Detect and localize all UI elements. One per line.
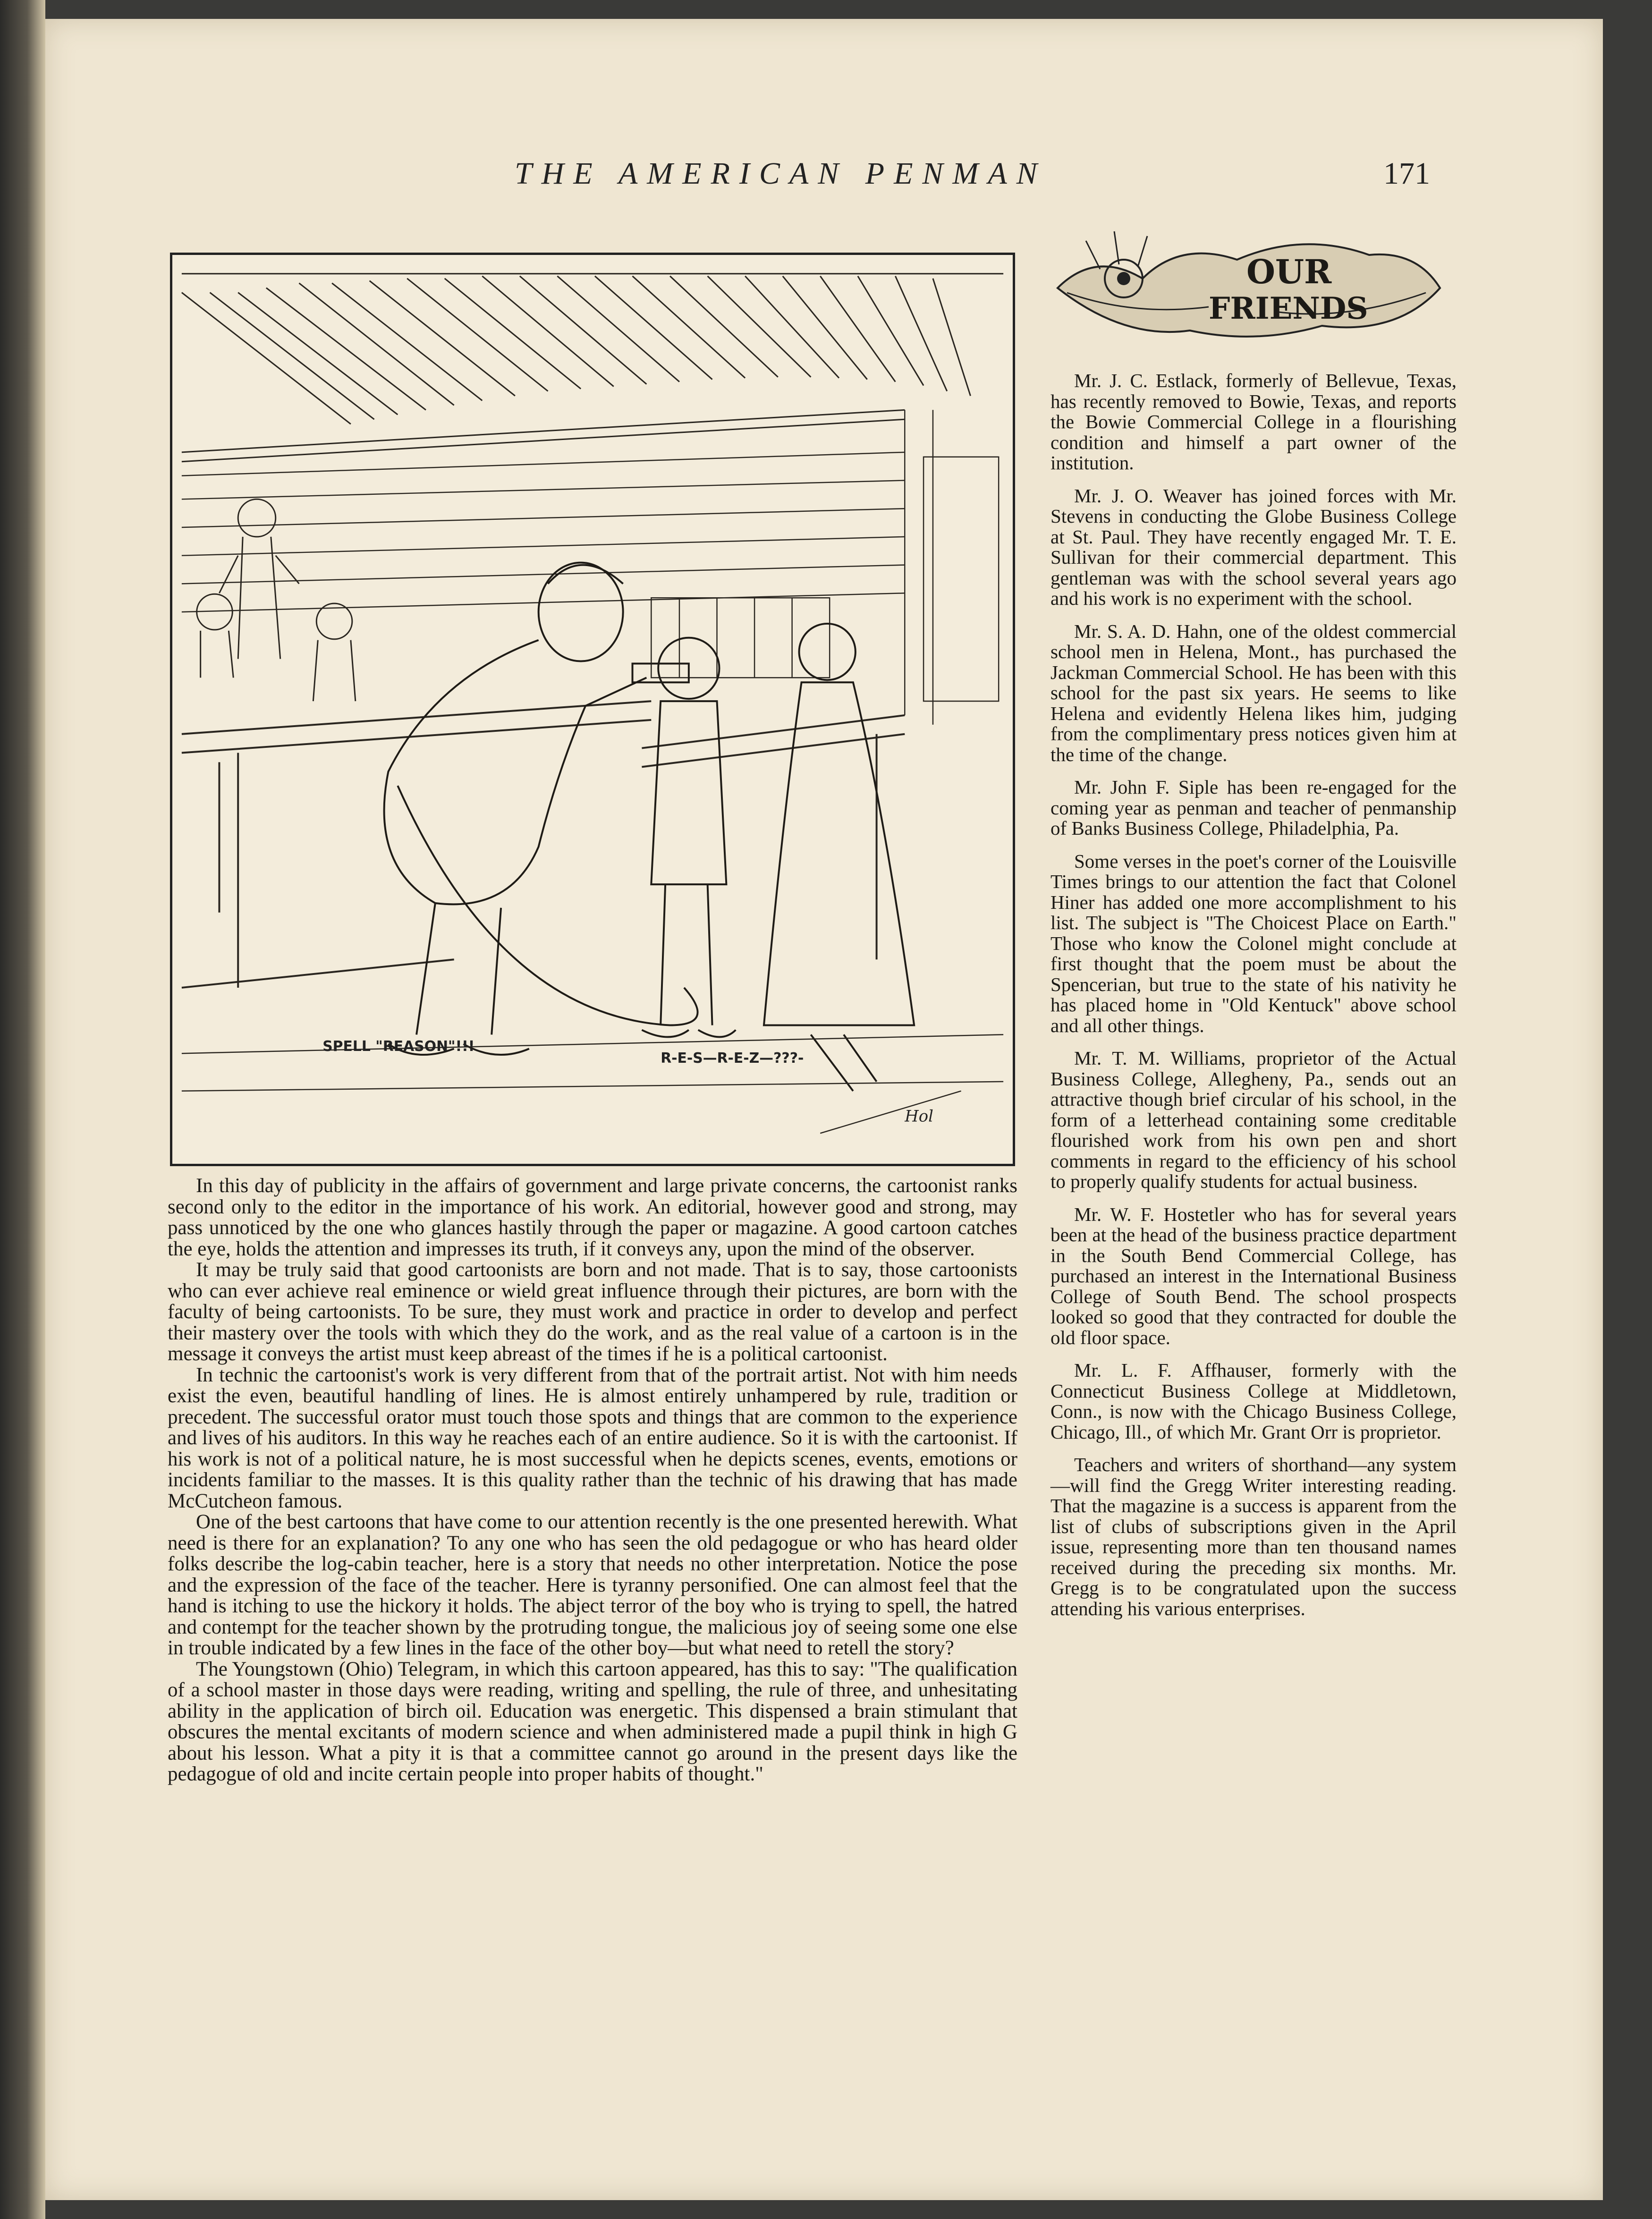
article-paragraph: In technic the cartoonist's work is very different from that of the portrait artist. Not with him needs exist the even, beautiful handling of lines. He is almost entirely unhampered by rule, tradition or precedent. The successful orator must touch those spots and things that are common to the experience and lives of his auditors. In this way he reaches each of an entire audience. So it is with the cartoonist. If his work is not of a political nature, he is most successful when he depicts scenes, events, emotions or incidents familiar to the masses. It is this quality rather than the technic of his drawing that has made McCutcheon famous. — [168, 1364, 1017, 1512]
girl-figure — [764, 624, 914, 1091]
binding-edge — [0, 0, 45, 2219]
cartoon-article — [168, 1176, 1017, 1785]
article-paragraph: In this day of publicity in the affairs of government and large private concerns, the cartoonist ranks second only to the editor in the importance of his work. An editorial, however good and strong, may pass unnoticed by the one who glances hastily through the paper or magazine. A good cartoon catches the eye, holds the attention and impresses its truth, if it conveys any, upon the mind of the observer. — [168, 1175, 1017, 1260]
ceiling-hatching — [182, 274, 1003, 462]
news-item: Mr. J. O. Weaver has joined forces with Mr. Stevens in conducting the Globe Business College at St. Paul. They have recently engaged Mr. T. E. Sullivan for their commercial department. This gentleman was with the school several years ago and his work is no experiment with the school. — [1051, 484, 1457, 609]
classroom-cartoon-drawing — [172, 255, 1013, 1164]
boy-figure — [642, 638, 736, 1037]
cartoon-illustration — [170, 253, 1015, 1166]
article-paragraph: One of the best cartoons that have come to our attention recently is the one presented herewith. What need is there for an explanation? To any one who has seen the old pedagogue or who has heard older folks describe the log-cabin teacher, here is a story that needs no other interpretation. Notice the pose and the expression of the face of the teacher. Here is tyranny personified. One can almost feel that the hand is itching to use the hickory it holds. The abject terror of the boy who is trying to spell, the hatred and contempt for the teacher shown by the protruding tongue, the malicious joy of seeing some one else in trouble indicated by a few lines in the face of the other boy—but what need to retell the story? — [168, 1511, 1017, 1659]
news-item: Mr. John F. Siple has been re-engaged for the coming year as penman and teacher of penmanship of Banks Business College, Philadelphia, Pa. — [1051, 776, 1457, 839]
article-paragraph: It may be truly said that good cartoonists are born and not made. That is to say, those cartoonists who can ever achieve real eminence or wield great influence through their pictures, are born with the faculty of being cartoonists. To be sure, they must work and practice in order to develop and perfect their mastery over the tools with which they do the work, and as the real value of a cartoon is in the message it conveys the artist must keep abreast of the times if he is a political cartoonist. — [168, 1259, 1017, 1365]
news-item: Mr. S. A. D. Hahn, one of the oldest commercial school men in Helena, Mont., has purchased the Jackman Commercial School. He has been with this school for the past six years. He seems to like Helena and evidently Helena likes him, judging from the complimentary press notices given him at the time of the change. — [1051, 620, 1457, 765]
news-item: Teachers and writers of shorthand—any system—will find the Gregg Writer interesting reading. That the magazine is a success is apparent from the list of clubs of subscriptions given in the April issue, representing more than ten thousand names received during the preceding six months. Mr. Gregg is to be congratulated upon the success attending his various enterprises. — [1051, 1454, 1457, 1619]
news-item: Some verses in the poet's corner of the Louisville Times brings to our attention the fact that Colonel Hiner has added one more accomplishment to his list. The subject is "The Choicest Place on Earth." Those who know the Colonel might conclude at first thought that the poem must be about the Spencerian, but true to the state of his nativity he has placed home in "Old Kentuck" above school and all other things. — [1051, 850, 1457, 1036]
our-friends-banner — [1039, 222, 1454, 354]
banner-word-friends: FRIENDS — [1209, 291, 1368, 326]
running-title: THE AMERICAN PENMAN — [515, 156, 1047, 191]
teacher-figure — [384, 563, 698, 1055]
news-item: Mr. L. F. Affhauser, formerly with the Connecticut Business College at Middletown, Conn., is now with the Chicago Business College, Chicago, Ill., of which Mr. Grant Orr is proprietor. — [1051, 1359, 1457, 1443]
background-pupils — [197, 499, 356, 701]
news-item: Mr. T. M. Williams, proprietor of the Actual Business College, Allegheny, Pa., sends out an attractive though brief circular of his school, in the form of a letterhead containing some creditable flourished work from his own pen and short comments in regard to the efficiency of his school to properly qualify students for actual business. — [1051, 1047, 1457, 1192]
banner-ornament-icon — [1039, 222, 1454, 354]
artist-signature: Hol — [905, 1107, 933, 1126]
news-item: Mr. W. F. Hostetler who has for several years been at the head of the business practice department in the South Bend Commercial College, has purchased an interest in the International Business College of South Bend. The school prospects looked so good that they contracted for double the old floor space. — [1051, 1203, 1457, 1348]
desks — [182, 701, 905, 988]
news-item: Mr. J. C. Estlack, formerly of Bellevue, Texas, has recently removed to Bowie, Texas, and reports the Bowie Commercial College in a flourishing condition and himself a part owner of the institution. — [1051, 370, 1457, 474]
page-number: 171 — [1383, 156, 1430, 191]
wall-boards — [182, 410, 999, 725]
banner-word-our: OUR — [1246, 252, 1332, 291]
teacher-caption: SPELL "REASON"!!! — [322, 1038, 475, 1055]
floor-lines — [182, 1034, 1003, 1133]
article-paragraph: The Youngstown (Ohio) Telegram, in which this cartoon appeared, has this to say: "The qualification of a school master in those days were reading, writing and spelling, the rule of three, and unhesitating ability in the application of birch oil. Education was energetic. This dispensed a brain stimulant that obscures the mental excitants of modern science and when administered made a pupil think in high G about his lesson. What a pity it is that a committee cannot go around in the present days like the pedagogue of old and incite certain people into proper habits of thought." — [168, 1658, 1017, 1785]
pupil-caption: R-E-S—R-E-Z—???- — [661, 1050, 804, 1067]
our-friends-column — [1051, 371, 1457, 1631]
